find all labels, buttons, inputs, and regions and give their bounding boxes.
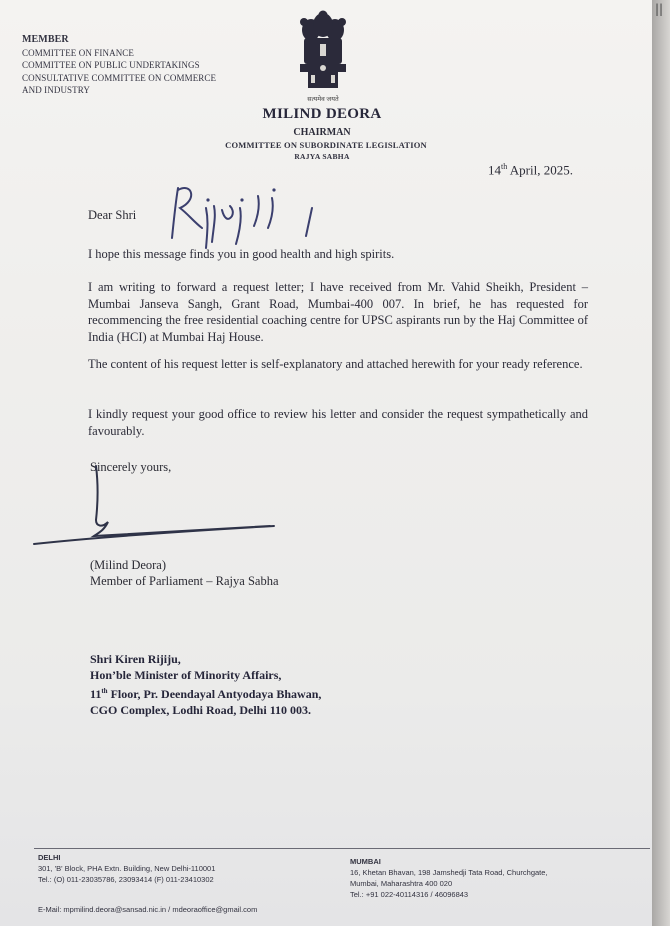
salutation: Dear Shri bbox=[88, 208, 137, 222]
footer-delhi-address bbox=[38, 852, 215, 885]
footer-delhi-label: DELHI bbox=[38, 853, 61, 862]
background-edge bbox=[652, 0, 670, 926]
addressee-line bbox=[90, 683, 321, 702]
floor-rest: Floor, Pr. Deendayal Antyodaya Bhawan, bbox=[107, 687, 322, 701]
date-suffix: th bbox=[501, 162, 508, 171]
addressee-line: Shri Kiren Rijiju, bbox=[90, 652, 181, 666]
footer-mumbai-line: 16, Khetan Bhavan, 198 Jamshedji Tata Road, Churchgate, bbox=[350, 868, 548, 877]
body-paragraph: The content of his request letter is self-explanatory and attached herewith for your ready reference. bbox=[88, 357, 583, 371]
letter-date bbox=[488, 162, 573, 178]
date-day: 14 bbox=[488, 162, 501, 178]
signatory-block bbox=[90, 557, 279, 589]
member-title: MEMBER bbox=[22, 34, 69, 45]
closing: Sincerely yours, bbox=[90, 460, 172, 474]
deora-signature bbox=[30, 462, 280, 552]
letterhead-position: CHAIRMAN bbox=[293, 127, 351, 138]
committee-line: COMMITTEE ON PUBLIC UNDERTAKINGS bbox=[22, 60, 200, 70]
footer-delhi-line: 301, 'B' Block, PHA Extn. Building, New Delhi-110001 bbox=[38, 864, 216, 873]
committee-line: AND INDUSTRY bbox=[22, 85, 90, 95]
floor-suffix: th bbox=[101, 687, 108, 695]
footer-email: E-Mail: mpmilind.deora@sansad.nic.in / mdeoraoffice@gmail.com bbox=[38, 905, 258, 914]
corner-mark: || bbox=[655, 2, 664, 16]
body-paragraph: I kindly request your good office to review his letter and consider the request sympathetically and favourably. bbox=[88, 407, 588, 438]
footer-mumbai-address bbox=[350, 856, 548, 900]
member-committees bbox=[22, 34, 216, 97]
committee-line: CONSULTATIVE COMMITTEE ON COMMERCE bbox=[22, 72, 217, 83]
date-rest: April, 2025. bbox=[507, 162, 573, 178]
letterhead-name: MILIND DEORA bbox=[262, 106, 382, 122]
committee-line: COMMITTEE ON FINANCE bbox=[22, 47, 134, 58]
body-paragraph: I am writing to forward a request letter; I have received from Mr. Vahid Sheikh, President – Mumbai Janseva Sangh, Grant Road, Mumbai-400 007. In brief, he has requested for recommencing the free residential coaching centre for UPSC aspirants run by the Haj Committee of India (HCI) at Mumbai Haj House. bbox=[88, 280, 588, 344]
emblem-motto: सत्यमेव जयते bbox=[307, 96, 339, 103]
footer-mumbai-label: MUMBAI bbox=[350, 857, 381, 866]
signatory-title: Member of Parliament – Rajya Sabha bbox=[90, 574, 279, 588]
national-emblem-icon bbox=[294, 10, 352, 100]
handwritten-name-signature bbox=[162, 178, 342, 254]
letterhead-committee: COMMITTEE ON SUBORDINATE LEGISLATION bbox=[225, 140, 427, 150]
body-paragraph: I hope this message finds you in good health and high spirits. bbox=[88, 247, 395, 261]
footer-mumbai-line: Tel.: +91 022-40114316 / 46096843 bbox=[350, 890, 469, 899]
footer-delhi-line: Tel.: (O) 011-23035786, 23093414 (F) 011-23410302 bbox=[38, 875, 214, 884]
footer-mumbai-line: Mumbai, Maharashtra 400 020 bbox=[350, 879, 453, 888]
letterhead-house: RAJYA SABHA bbox=[294, 152, 350, 161]
floor-number: 11 bbox=[90, 687, 102, 701]
footer-divider bbox=[34, 848, 650, 849]
addressee-block bbox=[90, 651, 321, 718]
addressee-line: CGO Complex, Lodhi Road, Delhi 110 003. bbox=[90, 703, 312, 717]
addressee-line: Hon’ble Minister of Minority Affairs, bbox=[90, 668, 282, 682]
signatory-name: (Milind Deora) bbox=[90, 558, 167, 572]
